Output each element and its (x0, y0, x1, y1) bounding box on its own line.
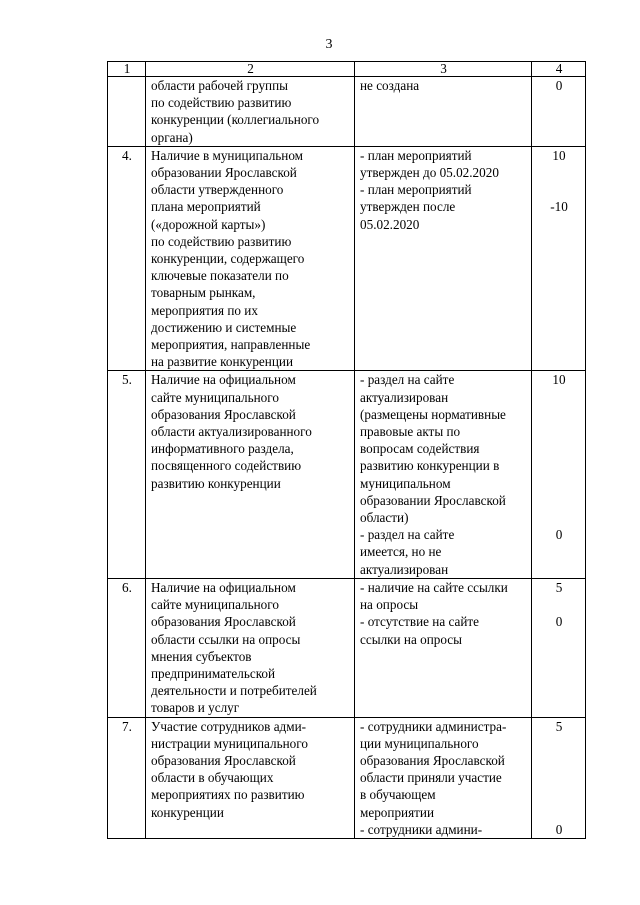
points-cell-line: 10 (552, 147, 566, 163)
options-cell (355, 146, 532, 371)
criterion-cell-line: Участие сотрудников адми- (151, 718, 307, 734)
points-cell (532, 717, 586, 838)
criterion-cell (146, 77, 355, 147)
options-cell-line: имеется, но не (360, 544, 442, 560)
options-cell-line: области) (360, 510, 409, 526)
criterion-cell (146, 146, 355, 371)
criterion-cell-line: информативного раздела, (151, 441, 294, 457)
points-cell (532, 77, 586, 147)
points-cell-line (537, 752, 581, 769)
criterion-cell-line: конкуренции (коллегиального (151, 112, 320, 128)
criterion-cell-line: мероприятиях по развитию (151, 787, 305, 803)
options-cell-line: - план мероприятий (360, 182, 472, 198)
options-cell-line: утвержден после (360, 199, 456, 215)
criterion-cell-line: плана мероприятий (151, 199, 261, 215)
points-cell-line (537, 457, 581, 474)
criterion-cell-line: мнения субъектов (151, 648, 252, 664)
options-cell-line: - сотрудники администра- (360, 718, 507, 734)
points-cell-line (537, 389, 581, 406)
points-cell-line: 5 (555, 579, 563, 595)
options-cell-line: 05.02.2020 (360, 216, 420, 232)
points-cell-line: 0 (555, 614, 563, 630)
row-number: 5. (108, 371, 146, 578)
criterion-cell-line: сайте муниципального (151, 597, 279, 613)
points-cell-line (537, 423, 581, 440)
options-cell-line: - план мероприятий (360, 147, 472, 163)
criterion-cell-line: образования Ярославской (151, 614, 296, 630)
points-cell (532, 371, 586, 578)
points-cell-line (537, 596, 581, 613)
criterion-cell-line: конкуренции (151, 804, 224, 820)
table-row (108, 578, 586, 717)
options-cell-line: на опросы (360, 597, 419, 613)
options-cell-line: вопросам содействия (360, 441, 480, 457)
options-cell-line: (размещены нормативные (360, 406, 506, 422)
header-col-1: 1 (108, 62, 146, 77)
points-cell-line (537, 181, 581, 198)
criterion-cell-line: ключевые показатели по (151, 268, 289, 284)
criterion-cell-line: мероприятия по их (151, 302, 258, 318)
table-row (108, 371, 586, 578)
options-cell-line: не создана (360, 78, 420, 93)
criterion-cell-line: области ссылки на опросы (151, 631, 301, 647)
options-cell-line: области приняли участие (360, 770, 502, 786)
criterion-cell-line: по содействию развитию (151, 233, 292, 249)
options-cell-line: в обучающем (360, 787, 436, 803)
options-cell-line: - сотрудники админи- (360, 821, 483, 837)
points-cell-line: 0 (555, 78, 563, 93)
table-row (108, 146, 586, 371)
points-cell-line: 5 (555, 718, 563, 734)
options-cell-line: ссылки на опросы (360, 631, 462, 647)
options-cell-line: развитию конкуренции в (360, 458, 500, 474)
options-cell-line: образовании Ярославской (360, 492, 506, 508)
criterion-cell-line: Наличие на официальном (151, 579, 296, 595)
points-cell-line (537, 786, 581, 803)
table-body (108, 77, 586, 839)
criterion-cell-line: («дорожной карты») (151, 216, 266, 232)
options-cell-line: актуализирован (360, 389, 449, 405)
criterion-cell-line: развитию конкуренции (151, 475, 281, 491)
criterion-cell-line: товарным рынкам, (151, 285, 256, 301)
points-cell-line: 0 (555, 821, 563, 837)
points-cell-line: 10 (552, 372, 566, 388)
criterion-cell-line: области утвержденного (151, 182, 284, 198)
criterion-cell (146, 371, 355, 578)
options-cell (355, 371, 532, 578)
options-cell-line: утвержден до 05.02.2020 (360, 165, 499, 181)
points-cell-line (537, 492, 581, 509)
options-cell-line: мероприятии (360, 804, 435, 820)
options-cell-line: муниципальном (360, 475, 451, 491)
options-cell-line: ции муниципального (360, 735, 479, 751)
criterion-cell-line: Наличие в муниципальном (151, 147, 304, 163)
points-cell-line (537, 769, 581, 786)
header-col-2: 2 (146, 62, 355, 77)
options-cell-line: - раздел на сайте (360, 372, 455, 388)
points-cell-line (537, 509, 581, 526)
options-cell-line: - отсутствие на сайте (360, 614, 480, 630)
criterion-cell-line: предпринимательской (151, 665, 276, 681)
points-cell (532, 146, 586, 371)
options-cell-line: актуализирован (360, 561, 449, 577)
row-number: 7. (108, 717, 146, 838)
row-number: 4. (108, 146, 146, 371)
criterion-cell-line: Наличие на официальном (151, 372, 296, 388)
points-cell-line: -10 (550, 199, 568, 215)
options-cell-line: - наличие на сайте ссылки (360, 579, 508, 595)
criterion-cell-line: области рабочей группы (151, 78, 289, 93)
criterion-cell-line: нистрации муниципального (151, 735, 308, 751)
criterion-cell-line: образовании Ярославской (151, 165, 297, 181)
criterion-cell-line: органа) (151, 129, 193, 145)
criterion-cell-line: на развитие конкуренции (151, 354, 293, 370)
points-cell-line: 0 (555, 527, 563, 543)
points-cell-line (537, 440, 581, 457)
points-cell-line (537, 164, 581, 181)
criterion-cell-line: области актуализированного (151, 424, 312, 440)
options-cell (355, 717, 532, 838)
criterion-cell-line: деятельности и потребителей (151, 683, 317, 699)
row-number: 6. (108, 578, 146, 717)
points-cell-line (537, 475, 581, 492)
criteria-table (107, 61, 586, 839)
criterion-cell-line: посвященного содействию (151, 458, 302, 474)
table-header-row (108, 62, 586, 77)
table-row (108, 77, 586, 147)
options-cell (355, 578, 532, 717)
points-cell-line (537, 735, 581, 752)
criterion-cell-line: по содействию развитию (151, 95, 292, 111)
header-col-4: 4 (532, 62, 586, 77)
options-cell-line: правовые акты по (360, 424, 461, 440)
row-number (108, 77, 146, 147)
criterion-cell-line: сайте муниципального (151, 389, 279, 405)
criterion-cell-line: товаров и услуг (151, 700, 240, 716)
header-col-3: 3 (355, 62, 532, 77)
criterion-cell-line: образования Ярославской (151, 406, 296, 422)
criterion-cell-line: конкуренции, содержащего (151, 251, 305, 267)
points-cell-line (537, 406, 581, 423)
criterion-cell-line: достижению и системные (151, 319, 297, 335)
criterion-cell-line: образования Ярославской (151, 752, 296, 768)
criterion-cell (146, 717, 355, 838)
criterion-cell (146, 578, 355, 717)
criterion-cell-line: области в обучающих (151, 770, 274, 786)
page-number: 3 (325, 37, 333, 52)
points-cell (532, 578, 586, 717)
criterion-cell-line: мероприятия, направленные (151, 337, 311, 353)
options-cell-line: образования Ярославской (360, 752, 505, 768)
points-cell-line (537, 803, 581, 820)
options-cell-line: - раздел на сайте (360, 527, 455, 543)
options-cell (355, 77, 532, 147)
table-row (108, 717, 586, 838)
